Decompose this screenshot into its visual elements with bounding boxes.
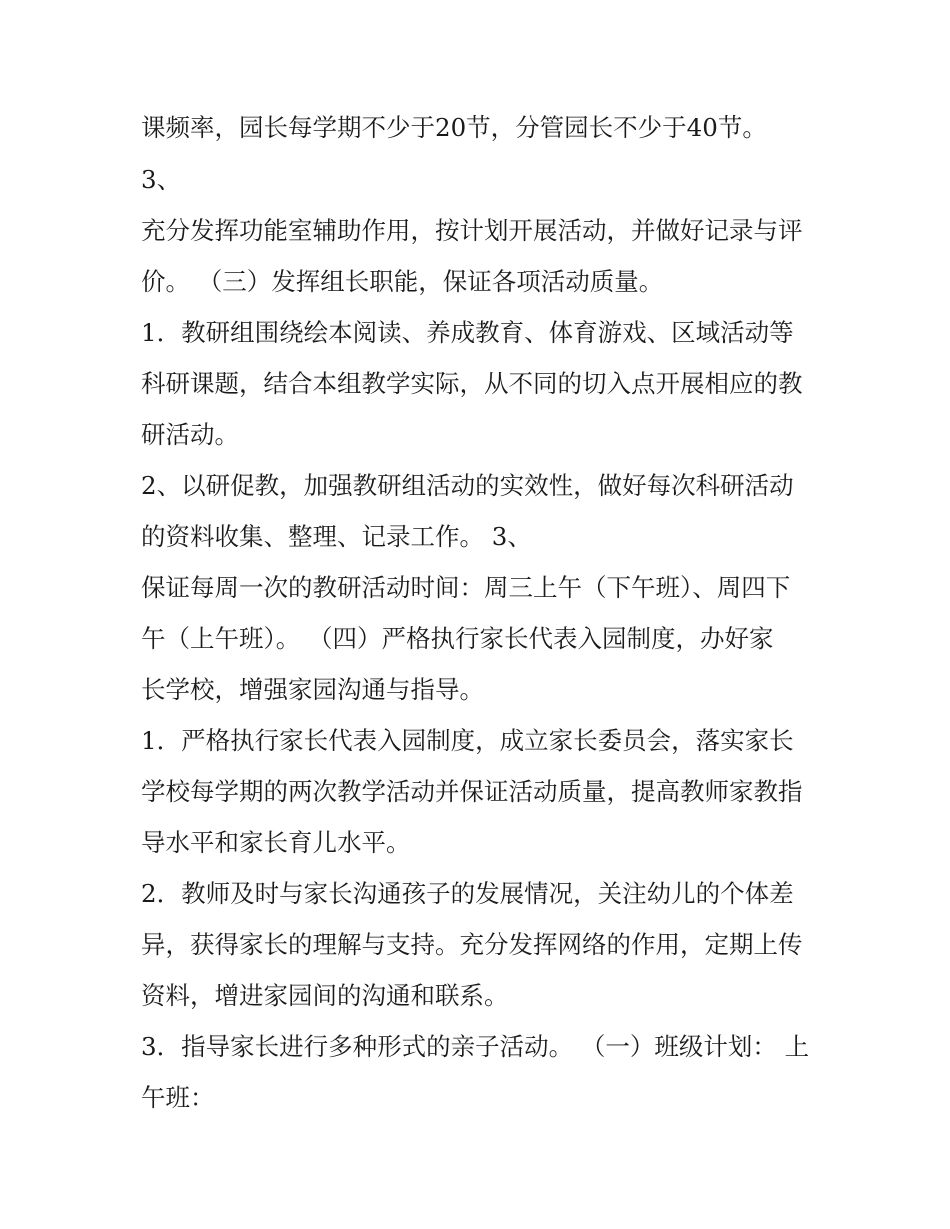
text-line: 资料，增进家园间的沟通和联系。 [141,981,509,1010]
text-line: 2．教师及时与家长沟通孩子的发展情况，关注幼儿的个体差 [141,879,794,908]
text-line: 3、 [141,165,182,194]
text-line: 1．严格执行家长代表入园制度，成立家长委员会，落实家长 [141,726,794,755]
text-line: 午（上午班）。 （四）严格执行家长代表入园制度，办好家 [141,624,774,653]
text-line: 长学校，增强家园沟通与指导。 [141,675,484,704]
text-line: 课频率，园长每学期不少于20节，分管园长不少于40节。 [141,113,767,142]
text-line: 导水平和家长育儿水平。 [141,828,411,857]
text-line: 科研课题，结合本组教学实际，从不同的切入点开展相应的教 [141,369,803,398]
text-line: 3．指导家长进行多种形式的亲子活动。 （一）班级计划： 上 [141,1032,810,1061]
text-line: 充分发挥功能室辅助作用，按计划开展活动，并做好记录与评 [141,216,803,245]
text-line: 学校每学期的两次教学活动并保证活动质量，提高教师家教指 [141,777,803,806]
text-line: 异，获得家长的理解与支持。充分发挥网络的作用，定期上传 [141,930,803,959]
text-line: 的资料收集、整理、记录工作。 3、 [141,522,532,551]
text-line: 1．教研组围绕绘本阅读、养成教育、体育游戏、区域活动等 [141,318,794,347]
text-line: 2、以研促教，加强教研组活动的实效性，做好每次科研活动 [141,471,794,500]
text-line: 保证每周一次的教研活动时间：周三上午（下午班）、周四下 [141,573,791,602]
text-line: 研活动。 [141,420,239,449]
text-line: 价。 （三）发挥组长职能，保证各项活动质量。 [141,267,664,296]
text-line: 午班： [141,1083,215,1112]
